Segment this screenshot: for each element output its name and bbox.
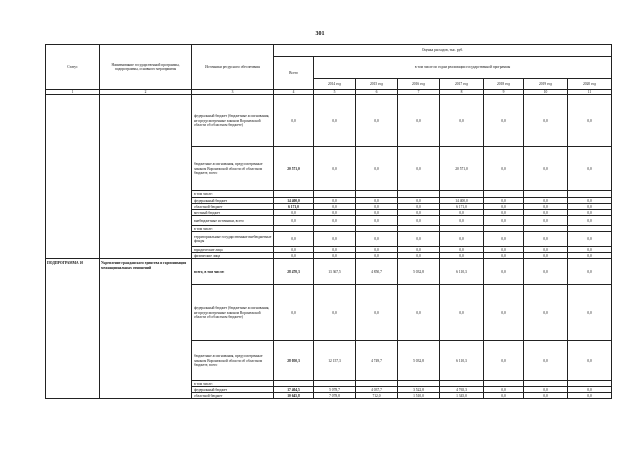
value-cell: 0,0 — [356, 210, 398, 216]
header-year-2: 2015 год — [356, 79, 398, 90]
header-total: Всего — [274, 57, 314, 90]
value-cell: 3 522,8 — [398, 387, 440, 393]
value-cell: 0,0 — [314, 147, 356, 191]
value-cell: 0,0 — [524, 210, 568, 216]
value-cell — [524, 191, 568, 198]
value-cell: 0,0 — [274, 210, 314, 216]
value-cell: 0,0 — [568, 204, 612, 210]
value-cell: 0,0 — [524, 393, 568, 399]
header-status: Статус — [46, 45, 100, 90]
value-cell: 0,0 — [356, 95, 398, 147]
value-cell: 12 157,3 — [314, 341, 356, 381]
value-cell: 0,0 — [274, 216, 314, 226]
value-cell: 0,0 — [356, 247, 398, 253]
table-row — [46, 259, 612, 285]
value-cell: 0,0 — [440, 210, 484, 216]
column-number-10: 10 — [524, 90, 568, 95]
value-cell: 0,0 — [440, 253, 484, 259]
value-cell: 0,0 — [524, 341, 568, 381]
value-cell: 6 171,0 — [274, 204, 314, 210]
value-cell: 0,0 — [274, 253, 314, 259]
funding-source: юридические лица — [192, 247, 274, 253]
funding-source: местный бюджет — [192, 210, 274, 216]
value-cell: 0,0 — [524, 387, 568, 393]
funding-source: бюджетные ассигнования, предусмотренные законом Воронежской области об областном бюджете, всего — [192, 147, 274, 191]
value-cell: 0,0 — [398, 204, 440, 210]
value-cell: 0,0 — [356, 147, 398, 191]
column-number-9: 9 — [484, 90, 524, 95]
value-cell — [484, 191, 524, 198]
value-cell: 0,0 — [568, 259, 612, 285]
header-name: Наименование государственной программы, подпрограммы, основного мероприятия — [100, 45, 192, 90]
funding-source: федеральный бюджет — [192, 198, 274, 204]
value-cell: 5 032,8 — [398, 341, 440, 381]
value-cell: 20 571,0 — [274, 147, 314, 191]
value-cell: 4 765,3 — [440, 387, 484, 393]
value-cell: 0,0 — [568, 95, 612, 147]
program-name-cell — [100, 95, 192, 259]
value-cell: 0,0 — [398, 95, 440, 147]
value-cell: 0,0 — [524, 232, 568, 247]
value-cell: 0,0 — [568, 247, 612, 253]
table-row — [46, 95, 612, 147]
value-cell: 0,0 — [398, 232, 440, 247]
value-cell: 0,0 — [398, 216, 440, 226]
value-cell: 4 037,7 — [356, 387, 398, 393]
funding-source: федеральный бюджет (бюджетные ассигнования, не предусмотренные законом Воронежской области об областном бюджете) — [192, 95, 274, 147]
value-cell: 0,0 — [440, 247, 484, 253]
column-number-8: 8 — [440, 90, 484, 95]
value-cell: 7 078,8 — [314, 393, 356, 399]
value-cell: 0,0 — [484, 285, 524, 341]
funding-source: федеральный бюджет — [192, 387, 274, 393]
value-cell: 6 110,3 — [440, 259, 484, 285]
column-number-5: 5 — [314, 90, 356, 95]
value-cell: 0,0 — [524, 253, 568, 259]
funding-source: в том числе: — [192, 191, 274, 198]
column-number-6: 6 — [356, 90, 398, 95]
value-cell: 6 110,3 — [440, 341, 484, 381]
value-cell: 0,0 — [484, 341, 524, 381]
value-cell: 0,0 — [314, 216, 356, 226]
value-cell: 0,0 — [484, 247, 524, 253]
value-cell: 0,0 — [314, 232, 356, 247]
value-cell: 0,0 — [356, 198, 398, 204]
value-cell — [440, 191, 484, 198]
value-cell: 0,0 — [484, 147, 524, 191]
value-cell: 1 510,0 — [398, 393, 440, 399]
value-cell: 0,0 — [440, 95, 484, 147]
value-cell: 28 470,3 — [274, 259, 314, 285]
value-cell: 0,0 — [356, 204, 398, 210]
value-cell: 0,0 — [524, 204, 568, 210]
column-number-4: 4 — [274, 90, 314, 95]
value-cell: 0,0 — [524, 259, 568, 285]
value-cell: 0,0 — [568, 147, 612, 191]
value-cell: 0,0 — [568, 198, 612, 204]
value-cell: 0,0 — [568, 232, 612, 247]
subprogram-status: ПОДПРОГРАММА 10 — [46, 259, 100, 399]
value-cell: 0,0 — [314, 247, 356, 253]
header-year-1: 2014 год — [314, 79, 356, 90]
value-cell: 0,0 — [484, 393, 524, 399]
header-year-7: 2020 год — [568, 79, 612, 90]
value-cell — [568, 191, 612, 198]
funding-source: в том числе: — [192, 226, 274, 232]
header-year-5: 2018 год — [484, 79, 524, 90]
value-cell: 0,0 — [524, 147, 568, 191]
value-cell: 4 850,7 — [356, 259, 398, 285]
value-cell: 0,0 — [484, 95, 524, 147]
value-cell: 0,0 — [484, 259, 524, 285]
value-cell: 0,0 — [274, 285, 314, 341]
value-cell: 0,0 — [274, 247, 314, 253]
value-cell: 17 404,5 — [274, 387, 314, 393]
value-cell: 0,0 — [524, 198, 568, 204]
funding-source: областной бюджет — [192, 204, 274, 210]
funding-source: всего, в том числе: — [192, 259, 274, 285]
funding-source: федеральный бюджет (бюджетные ассигнования, не предусмотренные законом Воронежской области об областном бюджете) — [192, 285, 274, 341]
value-cell: 0,0 — [398, 198, 440, 204]
column-number-7: 7 — [398, 90, 440, 95]
header-year-3: 2016 год — [398, 79, 440, 90]
value-cell — [314, 191, 356, 198]
value-cell: 0,0 — [274, 95, 314, 147]
value-cell: 0,0 — [440, 216, 484, 226]
value-cell: 0,0 — [568, 387, 612, 393]
value-cell — [274, 191, 314, 198]
value-cell: 0,0 — [524, 216, 568, 226]
page-number: 301 — [315, 31, 325, 37]
header-year-4: 2017 год — [440, 79, 484, 90]
funding-source: физические лица — [192, 253, 274, 259]
value-cell — [398, 191, 440, 198]
value-cell: 0,0 — [568, 393, 612, 399]
funding-source: областной бюджет — [192, 393, 274, 399]
value-cell: 5 078,7 — [314, 387, 356, 393]
value-cell: 0,0 — [356, 216, 398, 226]
value-cell: 0,0 — [440, 232, 484, 247]
value-cell: 0,0 — [484, 216, 524, 226]
value-cell: 0,0 — [568, 210, 612, 216]
funding-source: территориальные государственные внебюджетные фонды — [192, 232, 274, 247]
value-cell: 0,0 — [484, 210, 524, 216]
budget-table — [45, 44, 612, 399]
value-cell: 6 171,0 — [440, 204, 484, 210]
value-cell: 0,0 — [398, 247, 440, 253]
value-cell: 0,0 — [568, 216, 612, 226]
value-cell: 1 345,0 — [440, 393, 484, 399]
value-cell: 0,0 — [314, 285, 356, 341]
value-cell: 0,0 — [440, 285, 484, 341]
value-cell: 20 571,0 — [440, 147, 484, 191]
value-cell: 0,0 — [314, 95, 356, 147]
header-year-6: 2019 год — [524, 79, 568, 90]
header-estimate: Оценка расходов, тыс. руб. — [274, 45, 612, 57]
value-cell: 0,0 — [524, 95, 568, 147]
value-cell: 0,0 — [484, 253, 524, 259]
value-cell: 13 367,5 — [314, 259, 356, 285]
header-by-years: в том числе по годам реализации государственной программы — [314, 57, 612, 79]
value-cell: 0,0 — [314, 198, 356, 204]
status-cell — [46, 95, 100, 259]
value-cell: 0,0 — [356, 253, 398, 259]
value-cell: 0,0 — [314, 210, 356, 216]
value-cell: 0,0 — [524, 285, 568, 341]
value-cell: 0,0 — [484, 198, 524, 204]
value-cell: 0,0 — [314, 204, 356, 210]
funding-source: в том числе: — [192, 381, 274, 387]
value-cell: 0,0 — [568, 285, 612, 341]
value-cell: 14 400,0 — [274, 198, 314, 204]
value-cell: 0,0 — [274, 232, 314, 247]
value-cell: 0,0 — [398, 285, 440, 341]
value-cell — [356, 191, 398, 198]
value-cell: 0,0 — [356, 232, 398, 247]
value-cell: 0,0 — [356, 285, 398, 341]
value-cell: 0,0 — [398, 210, 440, 216]
value-cell: 0,0 — [568, 341, 612, 381]
value-cell: 0,0 — [398, 253, 440, 259]
value-cell: 0,0 — [568, 253, 612, 259]
value-cell: 0,0 — [314, 253, 356, 259]
column-number-1: 1 — [46, 90, 100, 95]
value-cell: 14 400,0 — [440, 198, 484, 204]
subprogram-name: Укрепление гражданского единства и гармонизация межнациональных отношений — [100, 259, 192, 399]
value-cell: 0,0 — [484, 204, 524, 210]
value-cell: 0,0 — [484, 232, 524, 247]
column-number-2: 2 — [100, 90, 192, 95]
funding-source: внебюджетные источники, всего — [192, 216, 274, 226]
value-cell: 28 050,3 — [274, 341, 314, 381]
value-cell: 0,0 — [524, 247, 568, 253]
value-cell: 4 749,7 — [356, 341, 398, 381]
value-cell: 0,0 — [484, 387, 524, 393]
value-cell: 0,0 — [398, 147, 440, 191]
column-number-11: 11 — [568, 90, 612, 95]
funding-source: бюджетные ассигнования, предусмотренные законом Воронежской области об областном бюджете, всего — [192, 341, 274, 381]
value-cell: 5 032,8 — [398, 259, 440, 285]
value-cell: 10 645,8 — [274, 393, 314, 399]
value-cell: 712,0 — [356, 393, 398, 399]
column-number-3: 3 — [192, 90, 274, 95]
header-sources: Источники ресурсного обеспечения — [192, 45, 274, 90]
